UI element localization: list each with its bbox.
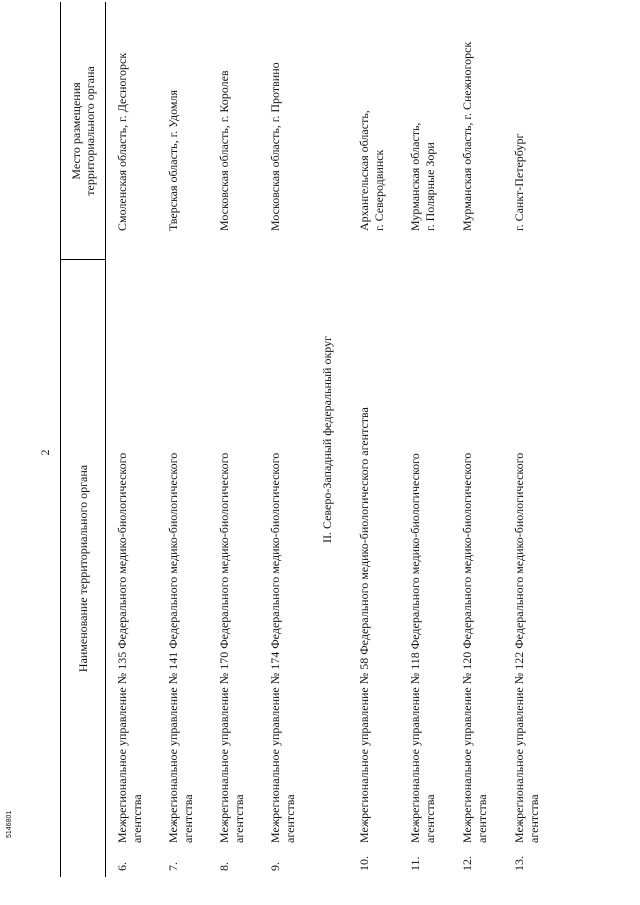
- row-name-line2: агентства: [130, 794, 144, 843]
- row-location: [268, 0, 283, 231]
- document-code: 5146801: [6, 810, 13, 838]
- row-name: [166, 243, 196, 843]
- row-name-line2: агентства: [232, 794, 246, 843]
- row-location-line1: Московская область, г. Протвино: [268, 62, 282, 231]
- row-name-line2: агентства: [283, 794, 297, 843]
- row-name-line1: Межрегиональное управление № 58 Федерального медико-биологического агентства: [357, 407, 371, 843]
- row-number: 7.: [166, 862, 180, 871]
- row-name: [408, 243, 438, 843]
- row-number: 8.: [217, 862, 231, 871]
- column-header-location-line1: Место размещения: [68, 82, 83, 180]
- row-name: [357, 243, 372, 843]
- row-number: 13.: [512, 856, 526, 871]
- row-location: [408, 0, 438, 231]
- row-location: [460, 0, 475, 231]
- row-name-line2: агентства: [475, 794, 489, 843]
- header-rule: [105, 2, 106, 877]
- row-name-line2: агентства: [527, 794, 541, 843]
- row-name: [512, 243, 542, 843]
- row-location-line1: Мурманская область, г. Снежногорск: [460, 41, 474, 231]
- row-name: [217, 243, 247, 843]
- row-number: 10.: [357, 856, 371, 871]
- row-name-line1: Межрегиональное управление № 170 Федерального медико-биологического: [217, 452, 231, 843]
- row-location: [115, 0, 130, 231]
- row-location: [512, 0, 527, 231]
- row-number: 6.: [115, 862, 129, 871]
- row-location-line2: г. Полярные Зори: [423, 142, 437, 231]
- row-name-line2: агентства: [181, 794, 195, 843]
- column-header-location-line2: территориального органа: [82, 66, 97, 196]
- row-location: [217, 0, 232, 231]
- column-header-location: [60, 2, 105, 260]
- row-location-line1: Тверская область, г. Удомля: [166, 90, 180, 231]
- row-location: [357, 0, 387, 231]
- row-name: [460, 243, 490, 843]
- row-name-line2: агентства: [423, 794, 437, 843]
- row-name-line1: Межрегиональное управление № 118 Федерального медико-биологического: [408, 453, 422, 843]
- row-location-line1: Московская область, г. Королев: [217, 70, 231, 231]
- row-location-line1: Смоленская область, г. Десногорск: [115, 52, 129, 231]
- column-header-name: Наименование территориального органа: [75, 464, 90, 673]
- row-location-line1: г. Санкт-Петербург: [512, 133, 526, 231]
- row-name: [268, 243, 298, 843]
- row-location-line2: г. Северодвинск: [372, 149, 386, 231]
- row-location: [166, 0, 181, 231]
- page-number: 2: [38, 449, 52, 456]
- row-number: 12.: [460, 856, 474, 871]
- row-name-line1: Межрегиональное управление № 122 Федерального медико-биологического: [512, 452, 526, 843]
- row-name-line1: Межрегиональное управление № 120 Федерального медико-биологического: [460, 452, 474, 843]
- section-heading: II. Северо-Западный федеральный округ: [320, 335, 334, 544]
- row-name: [115, 243, 145, 843]
- row-location-line1: Архангельская область,: [357, 110, 371, 231]
- row-number: 9.: [268, 862, 282, 871]
- row-number: 11.: [408, 856, 422, 871]
- row-name-line1: Межрегиональное управление № 174 Федерального медико-биологического: [268, 452, 282, 843]
- row-location-line1: Мурманская область,: [408, 122, 422, 231]
- row-name-line1: Межрегиональное управление № 135 Федерального медико-биологического: [115, 452, 129, 843]
- row-name-line1: Межрегиональное управление № 141 Федерального медико-биологического: [166, 452, 180, 843]
